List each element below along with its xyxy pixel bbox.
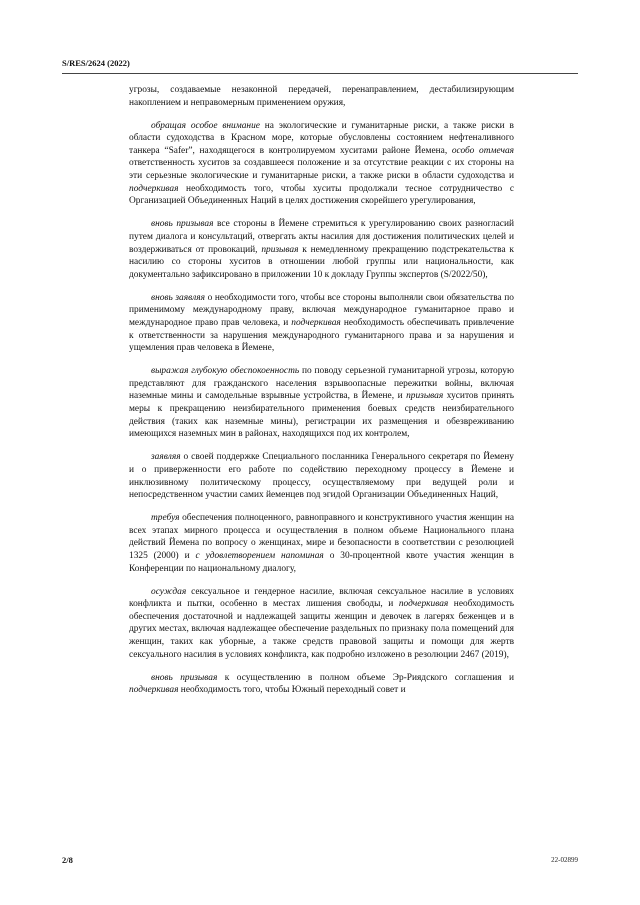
emphasis-phrase: призывая [261,244,299,255]
text-run: к осуществлению в полном объеме Эр-Риядского соглашения и [217,672,514,683]
emphasis-phrase: требуя [151,513,180,524]
text-run: необходимость того, чтобы Южный переходный совет и [178,685,406,696]
text-run: к немедленному прекращению подстрекательства к насилию со стороны хуситов в отношении любой группы или национальности, как документально зафиксировано в приложении 10 к докладу Группы экспертов (S/2022/50), [129,244,514,280]
paragraph [129,120,514,208]
text-run: сексуальное и гендерное насилие, включая сексуальное насилие в условиях конфликта и пытки, особенно в местах лишения свободы, и [129,586,514,610]
emphasis-phrase: заявляя [151,452,181,463]
text-run: о своей поддержке Специального посланника Генерального секретаря по Йемену и о приверженности его работе по содействию переходному процессу в Йемене и инклюзивному политическому процессу, осуществляемому при ведущей роли и непосредственном участии самих йеменцев под эгидой Организации Объединенных Наций, [129,452,514,501]
header-rule [62,73,578,74]
text-run: необходимость обеспечения достаточной и надлежащей защиты женщин и девочек в лагерях беженцев и в других местах, включая надлежащее обеспечение раздельных по признаку пола помещений для женщин, таких как уборные, а также средств правовой защиты и помощи для жертв сексуального насилия в условиях конфликта, как подробно изложено в резолюции 2467 (2019), [129,599,514,660]
page-number: 2/8 [62,855,73,865]
paragraph [129,365,514,441]
document-body [129,84,514,707]
paragraph [129,292,514,355]
emphasis-phrase: призывая [406,391,444,402]
paragraph [129,84,514,109]
emphasis-phrase: вновь заявляя [151,292,205,303]
emphasis-phrase: подчеркивая [129,183,179,194]
emphasis-phrase: обращая особое внимание [151,120,260,131]
text-run: о необходимости того, чтобы все стороны выполняли свои обязательства по применимому международному праву, включая международное гуманитарное право и международное право прав человека, и [129,292,514,328]
text-run: ответственность хуситов за создавшееся положение и за отсутствие реакции с их стороны на эти серьезные экологические и гуманитарные риски, а также риски в области судоходства и [129,158,514,182]
emphasis-phrase: подчеркивая [398,599,449,610]
emphasis-phrase: подчеркивая [129,685,179,696]
document-symbol: S/RES/2624 (2022) [62,58,130,68]
text-run: на экологические и гуманитарные риски, а также риски в области судоходства в Красном море, которые обусловлены состоянием нефтеналивного танкера “Safer”, находящегося в контролируемом хуситами районе Йемена, [129,120,514,156]
paragraph [129,218,514,281]
emphasis-phrase: с удовлетворением напоминая [195,551,324,561]
text-run: обеспечения полноценного, равноправного и конструктивного участия женщин на всех этапах мирного процесса и осуществления в полном объеме Национального плана действий Йемена по вопросу о женщинах, мире и безопасности в соответствии с резолюцией 1325 (2000) и [129,513,514,561]
text-run: по поводу серьезной гуманитарной угрозы, которую представляют для гражданского населения взрывоопасные пережитки войны, включая наземные мины и самодельные взрывные устройства, в Йемене, и [129,366,515,402]
emphasis-phrase: подчеркивая [291,318,341,328]
emphasis-phrase: вновь призывая [151,672,218,683]
emphasis-phrase: особо отмечая [451,145,514,156]
text-run: угрозы, создаваемые незаконной передачей, перенаправлением, дестабилизирующим накоплением и неправомерным применением оружия, [129,85,514,108]
text-run: о 30-процентной квоте участия женщин в Конференции по национальному диалогу, [129,551,514,574]
paragraph [129,586,514,662]
paragraph [129,672,514,697]
text-run: необходимость того, чтобы хуситы продолжали тесное сотрудничество с Организацией Объединенных Наций в целях достижения скорейшего урегулирования, [129,183,514,207]
emphasis-phrase: осуждая [151,586,187,597]
text-run: необходимость обеспечивать привлечение к ответственности за нарушения международного гуманитарного права и за нарушения и ущемления прав человека в Йемене, [129,318,514,354]
paragraph [129,451,514,501]
text-run: хуситов принять меры к прекращению неизбирательного применения боевых средств неизбирательного действия (таких как наземные мины), регистрации их размещения и обезвреживанию имеющихся наземных мин в районах, находящихся под их контролем, [129,391,514,440]
text-run: все стороны в Йемене стремиться к урегулированию своих разногласий путем диалога и консультаций, отвергать акты насилия для достижения политических целей и воздерживаться от провокаций, [129,219,514,255]
emphasis-phrase: вновь призывая [151,219,214,230]
paragraph [129,512,514,575]
document-code: 22-02899 [551,856,578,864]
emphasis-phrase: выражая глубокую обеспокоенность [151,366,300,377]
